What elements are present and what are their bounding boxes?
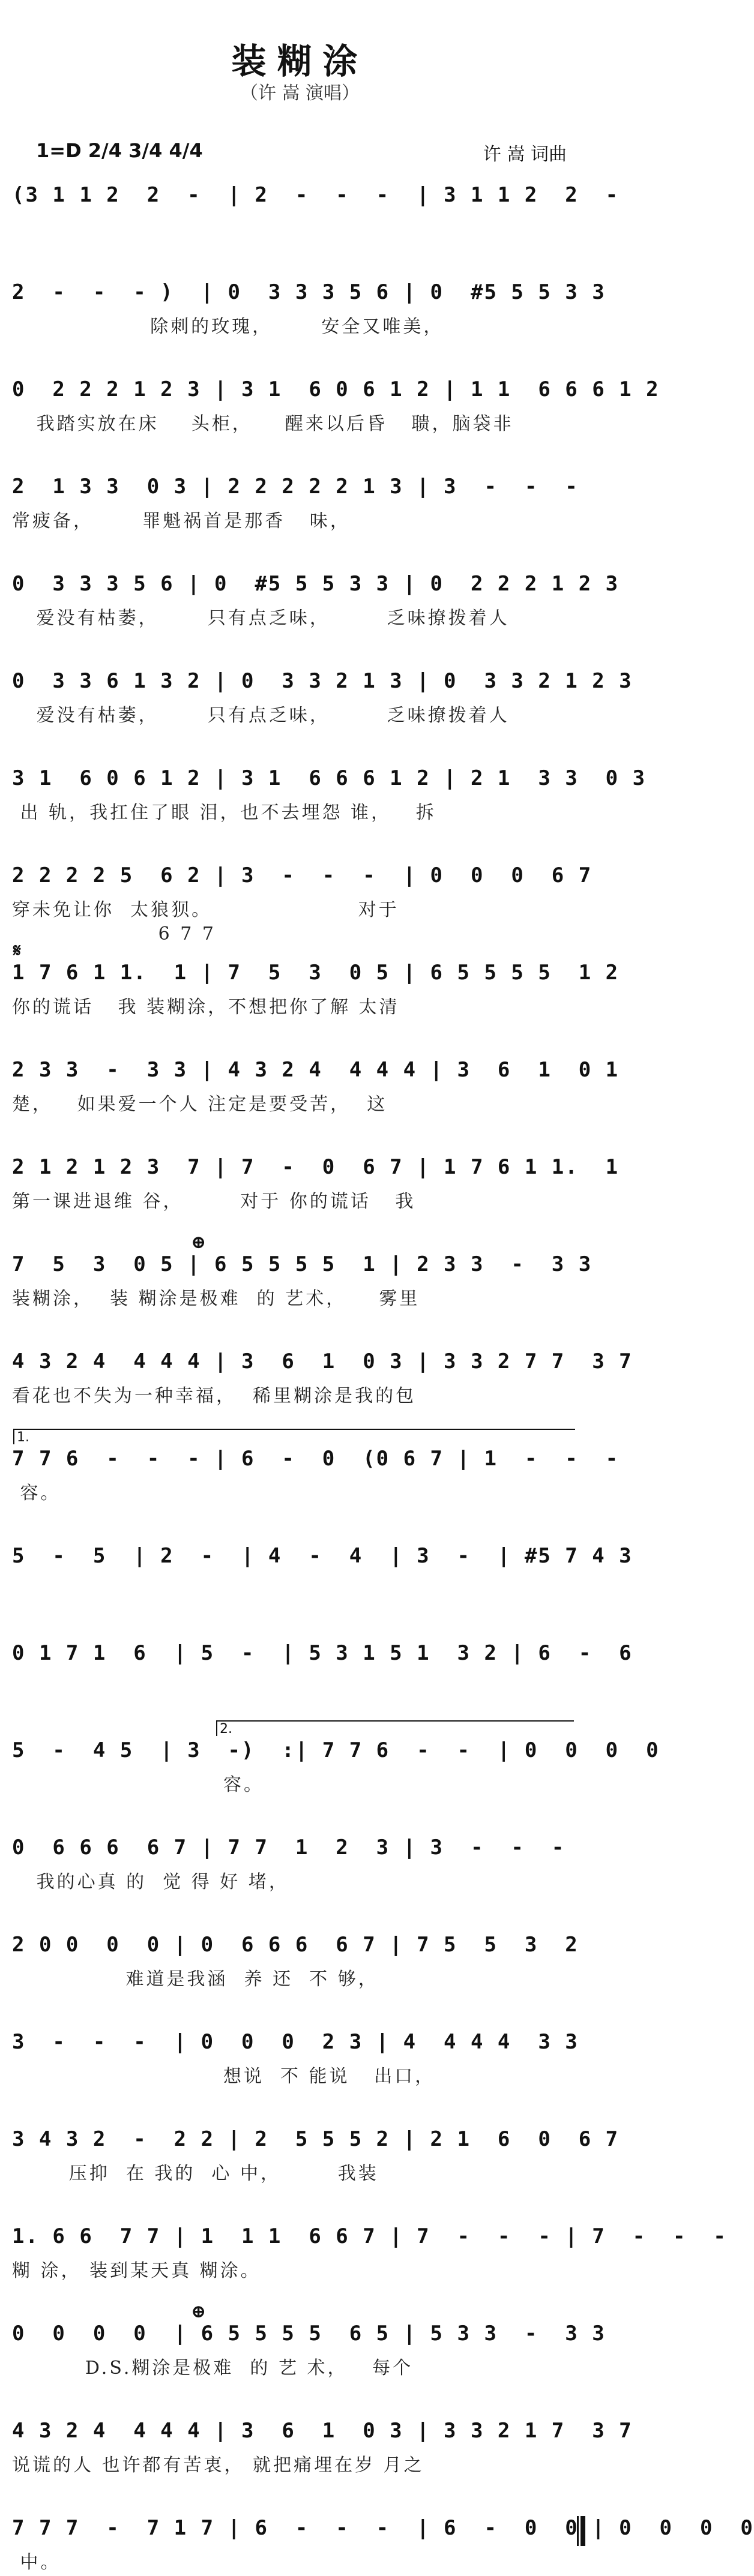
note-line: 2 1 2 1 2 3 7 | 7 - 0 6 7 | 1 7 6 1 1. 1	[12, 1155, 620, 1179]
music-system	[12, 1933, 588, 1993]
note-line: 7 5 3 0 5 | 6 5 5 5 5 1 | 2 3 3 - 3 3	[12, 1252, 593, 1276]
lyric-line: 常疲备， 罪魁祸首是那香 味，	[12, 511, 351, 532]
note-line: 4 3 2 4 4 4 4 | 3 6 1 0 3 | 3 3 2 1 7 3 7	[12, 2419, 633, 2443]
lyric-line: 糊 涂， 装到某天真 糊涂。	[12, 2260, 261, 2281]
lyric-line: 装糊涂， 装 糊涂是极难 的 艺术， 雾里	[12, 1288, 420, 1309]
lyric-line: 难道是我涵 养 还 不 够，	[12, 1969, 379, 1990]
music-system	[12, 669, 633, 729]
lyric-line: 容。	[12, 1483, 61, 1504]
music-system	[12, 475, 588, 535]
coda-mark-2: ⊕	[191, 2301, 207, 2322]
music-system	[12, 2516, 754, 2576]
music-system	[12, 1155, 620, 1215]
volta-ending-1: 1.	[13, 1429, 575, 1444]
lyric-line: 出 轨，我扛住了眼 泪，也不去埋怨 谁， 拆	[12, 802, 436, 823]
music-system	[12, 2224, 727, 2284]
lyric-line: 中。	[12, 2552, 61, 2573]
note-line: 0 2 2 2 1 2 3 | 3 1 6 0 6 1 2 | 1 1 6 6 6 1 2	[12, 377, 660, 401]
note-line: 0 3 3 3 5 6 | 0 #5 5 5 3 3 | 0 2 2 2 1 2 3	[12, 572, 620, 596]
performer-note: （许 嵩 演唱）	[240, 83, 360, 104]
note-line: 0 1 7 1 6 | 5 - | 5 3 1 5 1 3 2 | 6 - 6	[12, 1641, 633, 1665]
note-line: 4 3 2 4 4 4 4 | 3 6 1 0 3 | 3 3 2 7 7 3 7	[12, 1350, 633, 1374]
note-line: 2 1 3 3 0 3 | 2 2 2 2 2 1 3 | 3 - - -	[12, 475, 579, 499]
note-line: 2 3 3 - 3 3 | 4 3 2 4 4 4 4 | 3 6 1 0 1	[12, 1058, 620, 1082]
note-line: 0 6 6 6 6 7 | 7 7 1 2 3 | 3 - - -	[12, 1836, 566, 1860]
music-system	[12, 1836, 588, 1896]
music-system	[12, 1350, 633, 1410]
score-header	[0, 0, 600, 174]
note-line: 7 7 6 - - - | 6 - 0 (0 6 7 | 1 - - -	[12, 1447, 620, 1471]
music-system	[12, 1058, 620, 1118]
composer-credit: 许 嵩 词曲	[483, 144, 567, 165]
segno-mark: 𝄋	[13, 940, 21, 961]
lyric-line: 我踏实放在床 头柜， 醒来以后昏 聩，脑袋非	[12, 413, 514, 434]
note-line: 1 7 6 1 1. 1 | 7 5 3 0 5 | 6 5 5 5 5 1 2	[12, 961, 620, 985]
note-line: 5 - 4 5 | 3 -) :| 7 7 6 - - | 0 0 0 0	[12, 1738, 660, 1762]
note-line: (3 1 1 2 2 - | 2 - - - | 3 1 1 2 2 -	[12, 183, 620, 207]
note-line: 2 2 2 2 5 6 2 | 3 - - - | 0 0 0 6 7	[12, 863, 593, 887]
music-system	[12, 1641, 633, 1675]
music-system	[12, 863, 593, 944]
lyric-line: 楚， 如果爱一个人 注定是要受苦， 这	[12, 1094, 388, 1115]
music-system	[12, 1252, 593, 1312]
lyric-line: 除刺的玫瑰， 安全又唯美，	[12, 316, 444, 337]
coda-mark-1: ⊕	[191, 1232, 207, 1253]
lyric-line: 第一课进退维 谷， 对于 你的谎话 我	[12, 1191, 416, 1212]
music-system	[12, 961, 620, 1021]
lyric-line: 我的心真 的 觉 得 好 堵，	[12, 1872, 289, 1893]
music-system	[12, 280, 606, 340]
lyric-line: 看花也不失为一种幸福， 稀里糊涂是我的包	[12, 1386, 417, 1407]
music-system	[12, 183, 620, 217]
music-system	[12, 2030, 588, 2090]
lyric-line: 爱没有枯萎， 只有点乏味， 乏味撩拨着人	[12, 705, 510, 726]
note-line: 1. 6 6 7 7 | 1 1 1 6 6 7 | 7 - - - | 7 - - -	[12, 2224, 727, 2248]
lyric-line: D.S.糊涂是极难 的 艺 术， 每个	[12, 2358, 414, 2379]
music-system	[12, 2322, 606, 2382]
key-time-signature: 1=D 2/4 3/4 4/4	[36, 139, 203, 162]
song-title: 装糊涂	[231, 41, 369, 82]
music-system	[12, 377, 660, 437]
note-line: 2 0 0 0 0 | 0 6 6 6 6 7 | 7 5 5 3 2	[12, 1933, 579, 1957]
music-system	[12, 2127, 620, 2187]
music-system	[12, 766, 647, 826]
volta-ending-2: 2.	[216, 1720, 574, 1736]
music-system	[12, 1447, 620, 1507]
note-line: 5 - 5 | 2 - | 4 - 4 | 3 - | #5 7 4 3	[12, 1544, 633, 1568]
lyric-line: 爱没有枯萎， 只有点乏味， 乏味撩拨着人	[12, 608, 510, 629]
music-system	[12, 1544, 633, 1578]
lyric-line: 容。	[12, 1774, 264, 1795]
lyric-line: 压抑 在 我的 心 中， 我装	[12, 2163, 379, 2184]
note-line: 0 0 0 0 | 6 5 5 5 5 6 5 | 5 3 3 - 3 3	[12, 2322, 606, 2346]
music-system	[12, 572, 620, 632]
note-line: 0 3 3 6 1 3 2 | 0 3 3 2 1 3 | 0 3 3 2 1 2 3	[12, 669, 633, 693]
note-line: 3 4 3 2 - 2 2 | 2 5 5 5 2 | 2 1 6 0 6 7	[12, 2127, 620, 2151]
final-barline	[577, 2516, 585, 2546]
music-system	[12, 1738, 660, 1798]
music-system	[12, 2419, 633, 2479]
lyric-line: 你的谎话 我 装糊涂，不想把你了解 太清	[12, 997, 400, 1018]
lyric-line: 说谎的人 也许都有苦衷， 就把痛埋在岁 月之	[12, 2455, 424, 2476]
note-line: 3 - - - | 0 0 0 2 3 | 4 4 4 4 3 3	[12, 2030, 579, 2054]
note-line: 7 7 7 - 7 1 7 | 6 - - - | 6 - 0 0 | 0 0 0 0	[12, 2516, 754, 2540]
lyric-line: 想说 不 能说 出口，	[12, 2066, 436, 2087]
lyric-line: 穿未免让你 太狼狈。 对于	[12, 899, 399, 920]
lyric-line-secondary: 6 7 7	[12, 923, 216, 944]
note-line: 2 - - - ) | 0 3 3 3 5 6 | 0 #5 5 5 3 3	[12, 280, 606, 304]
note-line: 3 1 6 0 6 1 2 | 3 1 6 6 6 1 2 | 2 1 3 3 0 3	[12, 766, 647, 790]
